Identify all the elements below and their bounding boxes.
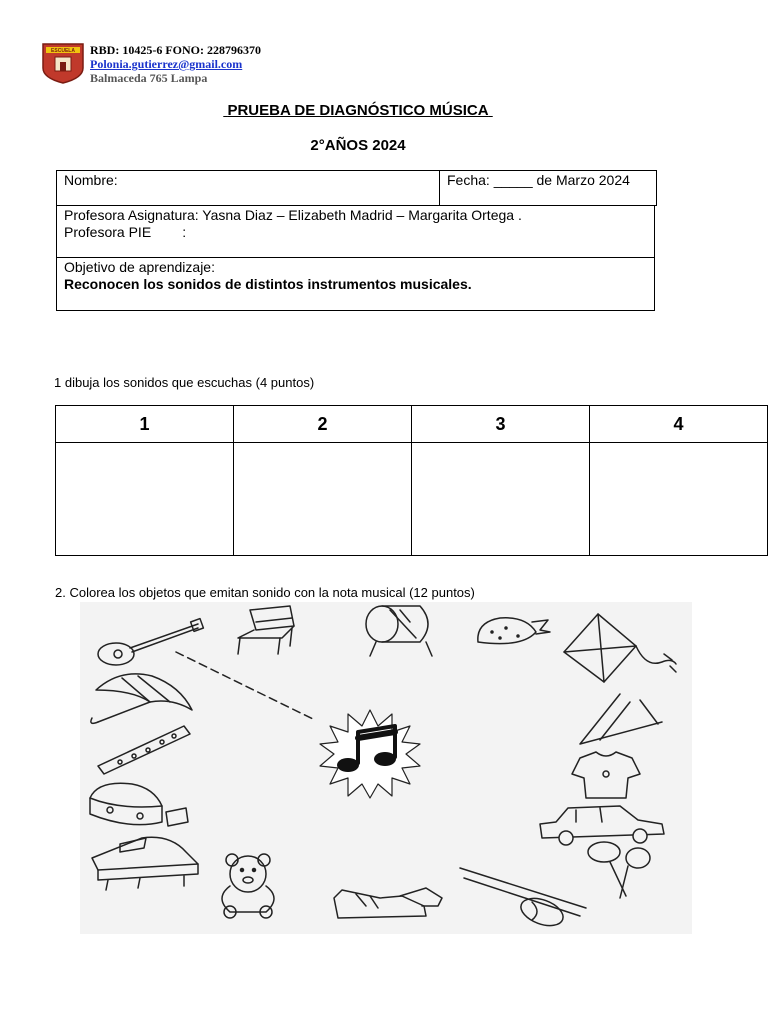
nombre-cell[interactable] <box>56 170 440 206</box>
drawing-box-2[interactable] <box>234 443 412 556</box>
fecha-label: Fecha: _____ de Marzo 2024 <box>447 172 630 188</box>
coloring-illustration <box>80 602 692 934</box>
rbd-phone-line: RBD: 10425-6 FONO: 228796370 <box>90 43 261 57</box>
column-header-4: 4 <box>590 406 768 443</box>
nombre-label: Nombre: <box>64 172 118 188</box>
drawing-box-3[interactable] <box>412 443 590 556</box>
page-subtitle: 2°AÑOS 2024 <box>310 137 406 154</box>
address-line: Balmaceda 765 Lampa <box>90 71 208 85</box>
school-header <box>90 43 261 85</box>
drawing-box-4[interactable] <box>590 443 768 556</box>
objetivo-cell <box>56 257 655 311</box>
column-header-2: 2 <box>234 406 412 443</box>
drawing-box-1[interactable] <box>56 443 234 556</box>
column-header-1: 1 <box>56 406 234 443</box>
logo-text: ESCUELA <box>51 48 75 54</box>
profesora-line: Profesora Asignatura: Yasna Diaz – Elizabeth Madrid – Margarita Ortega . <box>64 207 522 223</box>
question-1: 1 dibuja los sonidos que escuchas (4 puntos) <box>54 375 315 390</box>
pie-line: Profesora PIE : <box>64 224 187 240</box>
school-logo <box>41 42 85 84</box>
objetivo-label: Objetivo de aprendizaje: <box>64 259 215 275</box>
objetivo-text: Reconocen los sonidos de distintos instrumentos musicales. <box>64 276 472 292</box>
column-header-3: 3 <box>412 406 590 443</box>
page-title: PRUEBA DE DIAGNÓSTICO MÚSICA <box>227 102 489 119</box>
profesora-cell <box>56 205 655 258</box>
email-link[interactable]: Polonia.gutierrez@gmail.com <box>90 57 243 71</box>
question-2: 2. Colorea los objetos que emitan sonido con la nota musical (12 puntos) <box>55 585 475 600</box>
drawing-table <box>55 405 768 556</box>
fecha-cell[interactable] <box>439 170 657 206</box>
